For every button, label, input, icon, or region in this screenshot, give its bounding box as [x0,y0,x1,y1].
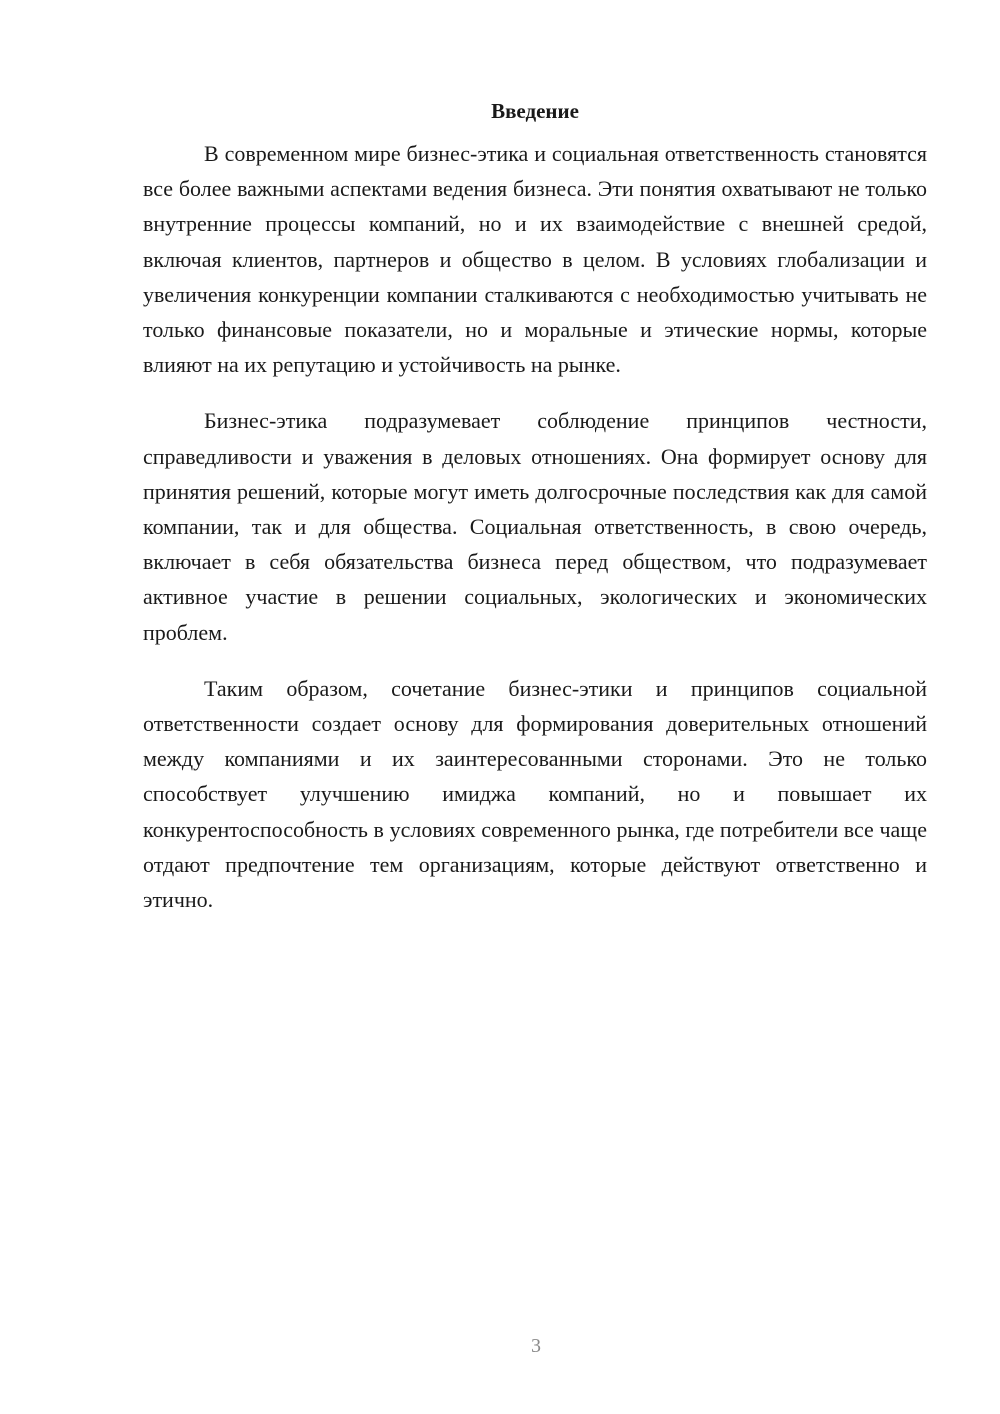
paragraph-2: Бизнес-этика подразумевает соблюдение принципов честности, справедливости и уважения в деловых отношениях. Она формирует основу для принятия решений, которые могут иметь долгосрочные последствия как для самой компании, так и для общества. Социальная ответственность, в свою очередь, включает в себя обязательства бизнеса перед обществом, что подразумевает активное участие в решении социальных, экологических и экономических проблем. [143,408,927,645]
paragraph-1: В современном мире бизнес-этика и социальная ответственность становятся все более важными аспектами ведения бизнеса. Эти понятия охватывают не только внутренние процессы компаний, но и их взаимодействие с внешней средой, включая клиентов, партнеров и общество в целом. В условиях глобализации и увеличения конкуренции компании сталкиваются с необходимостью учитывать не только финансовые показатели, но и моральные и этические нормы, которые влияют на их репутацию и устойчивость на рынке. [143,141,927,378]
page-content [143,96,927,938]
paragraph-3: Таким образом, сочетание бизнес-этики и принципов социальной ответственности создает основу для формирования доверительных отношений между компаниями и их заинтересованными сторонами. Это не только способствует улучшению имиджа компаний, но и повышает их конкурентоспособность в условиях современного рынка, где потребители все чаще отдают предпочтение тем организациям, которые действуют ответственно и этично. [143,675,927,913]
page-number: 3 [531,1335,541,1357]
section-heading: Введение [491,99,579,123]
